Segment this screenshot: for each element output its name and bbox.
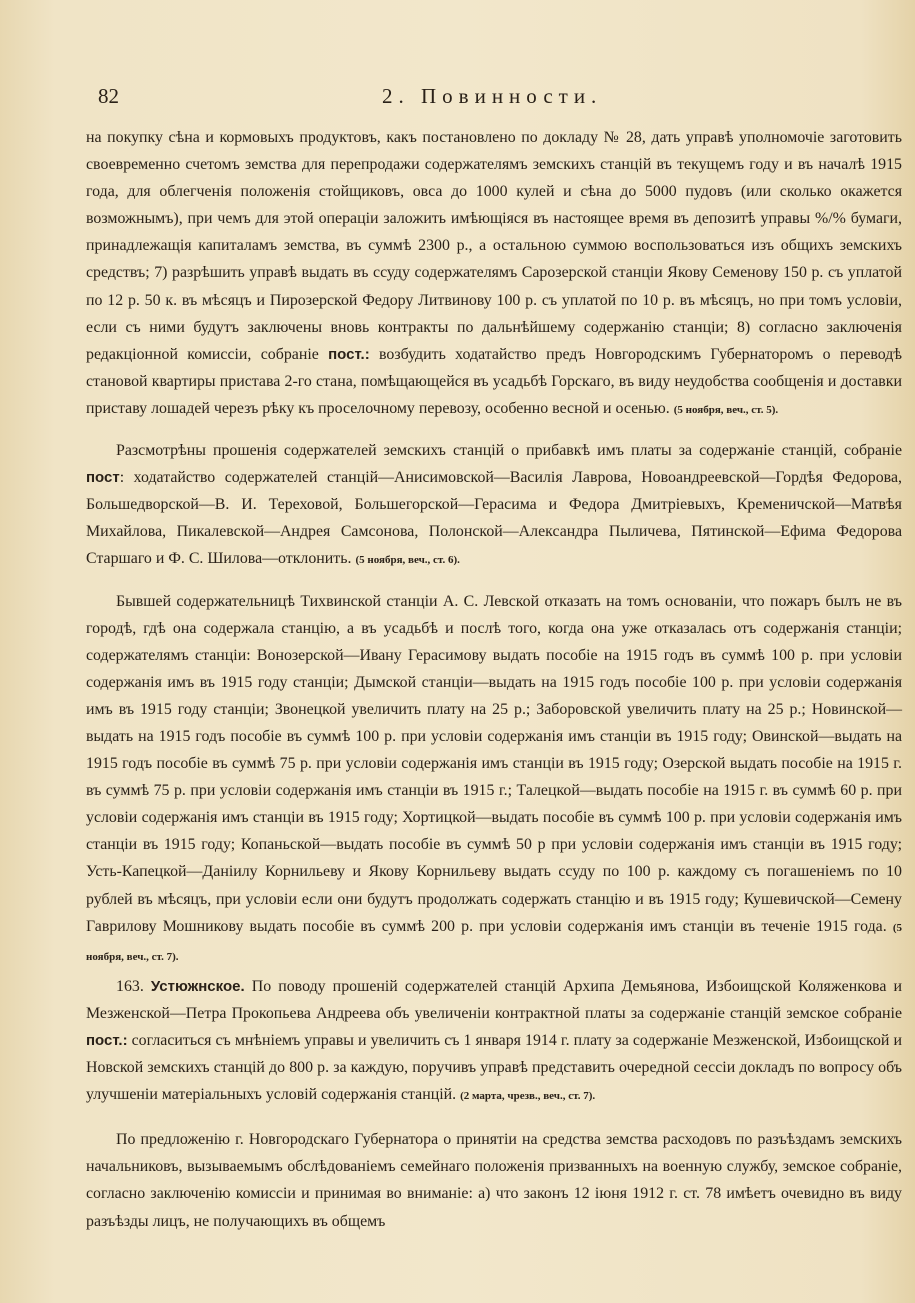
text-run: : ходатайство содержателей станцій—Анисимовской—Василія Лаврова, Новоандреевской—Гордѣя Федорова, Большедворской—В. И. Тереховой, Большегорской—Герасима и Федора Дмитріевыхъ, Кременичской—Матвѣя Михайлова, Пикалевской—Андрея Самсонова, Полонской—Александра Пыличева, Пятинской—Ефима Федорова Старшаго и Ф. С. Шилова—отклонить. [86, 469, 902, 568]
paragraph [86, 124, 902, 424]
paragraph [86, 588, 902, 971]
citation: (5 ноября, веч., ст. 7). [86, 921, 902, 963]
section-title: Устюжнское. [150, 977, 245, 995]
bold-term: пост.: [328, 345, 370, 363]
paragraph [86, 1126, 902, 1234]
bold-term: пост.: [86, 1032, 128, 1049]
citation: (5 ноября, веч., ст. 5). [673, 403, 779, 416]
paragraph [86, 437, 902, 574]
text-run: возбудить ходатайство предъ Новгородскимъ Губернаторомъ о переводѣ становой квартиры пристава 2-го стана, помѣщающейся въ усадьбѣ Горскаго, въ виду неудобства сообщенія и доставки приставу лошадей черезъ рѣку къ проселочному перевозу, особенно весной и осенью. [86, 345, 902, 417]
text-run: Бывшей содержательницѣ Тихвинской станціи А. С. Левской отказать на томъ основаніи, что пожаръ былъ не въ городѣ, гдѣ она содержала станцію, а въ усадьбѣ и послѣ того, когда она уже отказалась отъ содержанія станціи; содержателямъ станціи: Вонозерской—Ивану Герасимову выдать пособіе на 1915 годъ въ суммѣ 100 р. при условіи содержанія имъ въ 1915 году станціи; Дымской станціи—выдать на 1915 годъ пособіе 100 р. при условіи содержанія имъ въ 1915 году станціи; Звонецкой увеличить плату на 25 р.; Заборовской увеличить плату на 25 р.; Новинской—выдать на 1915 годъ пособіе въ суммѣ 100 р. при условіи содержанія имъ станціи въ 1915 году; Овинской—выдать на 1915 годъ пособіе въ суммѣ 75 р. при условіи содержанія имъ станціи въ 1915 году; Озерской выдать пособіе на 1915 г. въ суммѣ 75 р. при условіи содержанія имъ станціи въ 1915 г.; Талецкой—выдать пособіе на 1915 г. въ суммѣ 60 р. при условіи содержанія имъ станціи въ 1915 году; Хортицкой—выдать пособіе въ суммѣ 100 р. при условіи содержанія имъ станціи въ 1915 году; Копаньской—выдать пособіе въ суммѣ 50 р при условіи содержанія имъ станціи въ 1915 году; Усть-Капецкой—Даніилу Корнильеву и Якову Корнильеву выдать ссуду по 100 р. каждому съ погашеніемъ по 10 рублей въ мѣсяцъ, при условіи если они будутъ продолжать содержать станцію и въ 1915 году; Кушевичской—Семену Гаврилову Мошникову выдать пособіе въ суммѣ 200 р. при условіи содержанія имъ станціи въ теченіе 1915 года. [86, 592, 902, 935]
section-number: 163. [116, 977, 151, 995]
page-header [98, 84, 883, 114]
citation: (5 ноября, веч., ст. 6). [355, 554, 460, 567]
section-paragraph [86, 973, 902, 1110]
running-title: 2. Повинности. [382, 84, 603, 108]
text-run: согласиться съ мнѣніемъ управы и увеличить съ 1 января 1914 г. плату за содержаніе Мезженской, Избоищской и Новской земскихъ станцій до 800 р. за каждую, поручивъ управѣ представить очередной сессіи докладъ по вопросу объ улучшеніи матеріальныхъ условій содержанія станцій. [86, 1032, 902, 1104]
body-text [86, 124, 902, 1235]
bold-term: пост [86, 469, 120, 487]
text-run: По предложенію г. Новгородскаго Губернатора о принятіи на средства земства расходовъ по разъѣздамъ земскихъ начальниковъ, вызываемымъ обслѣдованіемъ семейнаго положенія призванныхъ на военную службу, земское собраніе, согласно заключенію комиссіи и принимая во вниманіе: а) что законъ 12 іюня 1912 г. ст. 78 имѣетъ очевидно въ виду разъѣзды лицъ, не получающихъ въ общемъ [86, 1131, 902, 1230]
text-run: на покупку сѣна и кормовыхъ продуктовъ, какъ постановлено по докладу № 28, дать управѣ уполномочіе заготовить своевременно счетомъ земства для перепродажи содержателямъ земскихъ станцій въ текущемъ году и въ началѣ 1915 года, для облегченія положенія стойщиковъ, овса до 1000 кулей и сѣна до 5000 пудовъ (или сколько окажется возможнымъ), при чемъ для этой операціи заложить имѣющіяся въ настоящее время въ депозитѣ управы %/% бумаги, принадлежащія капиталамъ земства, въ суммѣ 2300 р., а остальною суммою воспользоваться изъ общихъ земскихъ средствъ; 7) разрѣшить управѣ выдать въ ссуду содержателямъ Сарозерской станціи Якову Семенову 150 р. съ уплатой по 12 р. 50 к. въ мѣсяцъ и Пирозерской Федору Литвинову 100 р. съ уплатой по 10 р. въ мѣсяцъ, но при томъ условіи, если съ ними будутъ заключены вновь контракты по дальнѣйшему содержанію станціи; 8) согласно заключенія редакціонной комиссіи, собраніе [86, 129, 902, 363]
text-run: Разсмотрѣны прошенія содержателей земскихъ станцій о прибавкѣ имъ платы за содержаніе станцій, собраніе [116, 442, 902, 460]
citation: (2 марта, чрезв., веч., ст. 7). [460, 1090, 596, 1103]
page-number: 82 [98, 84, 119, 108]
text-run: По поводу прошеній содержателей станцій Архипа Демьянова, Избоищской Коляженкова и Мезженской—Петра Прокопьева Андреева объ увеличеніи контрактной платы за содержаніе станцій земское собраніе [86, 977, 902, 1022]
